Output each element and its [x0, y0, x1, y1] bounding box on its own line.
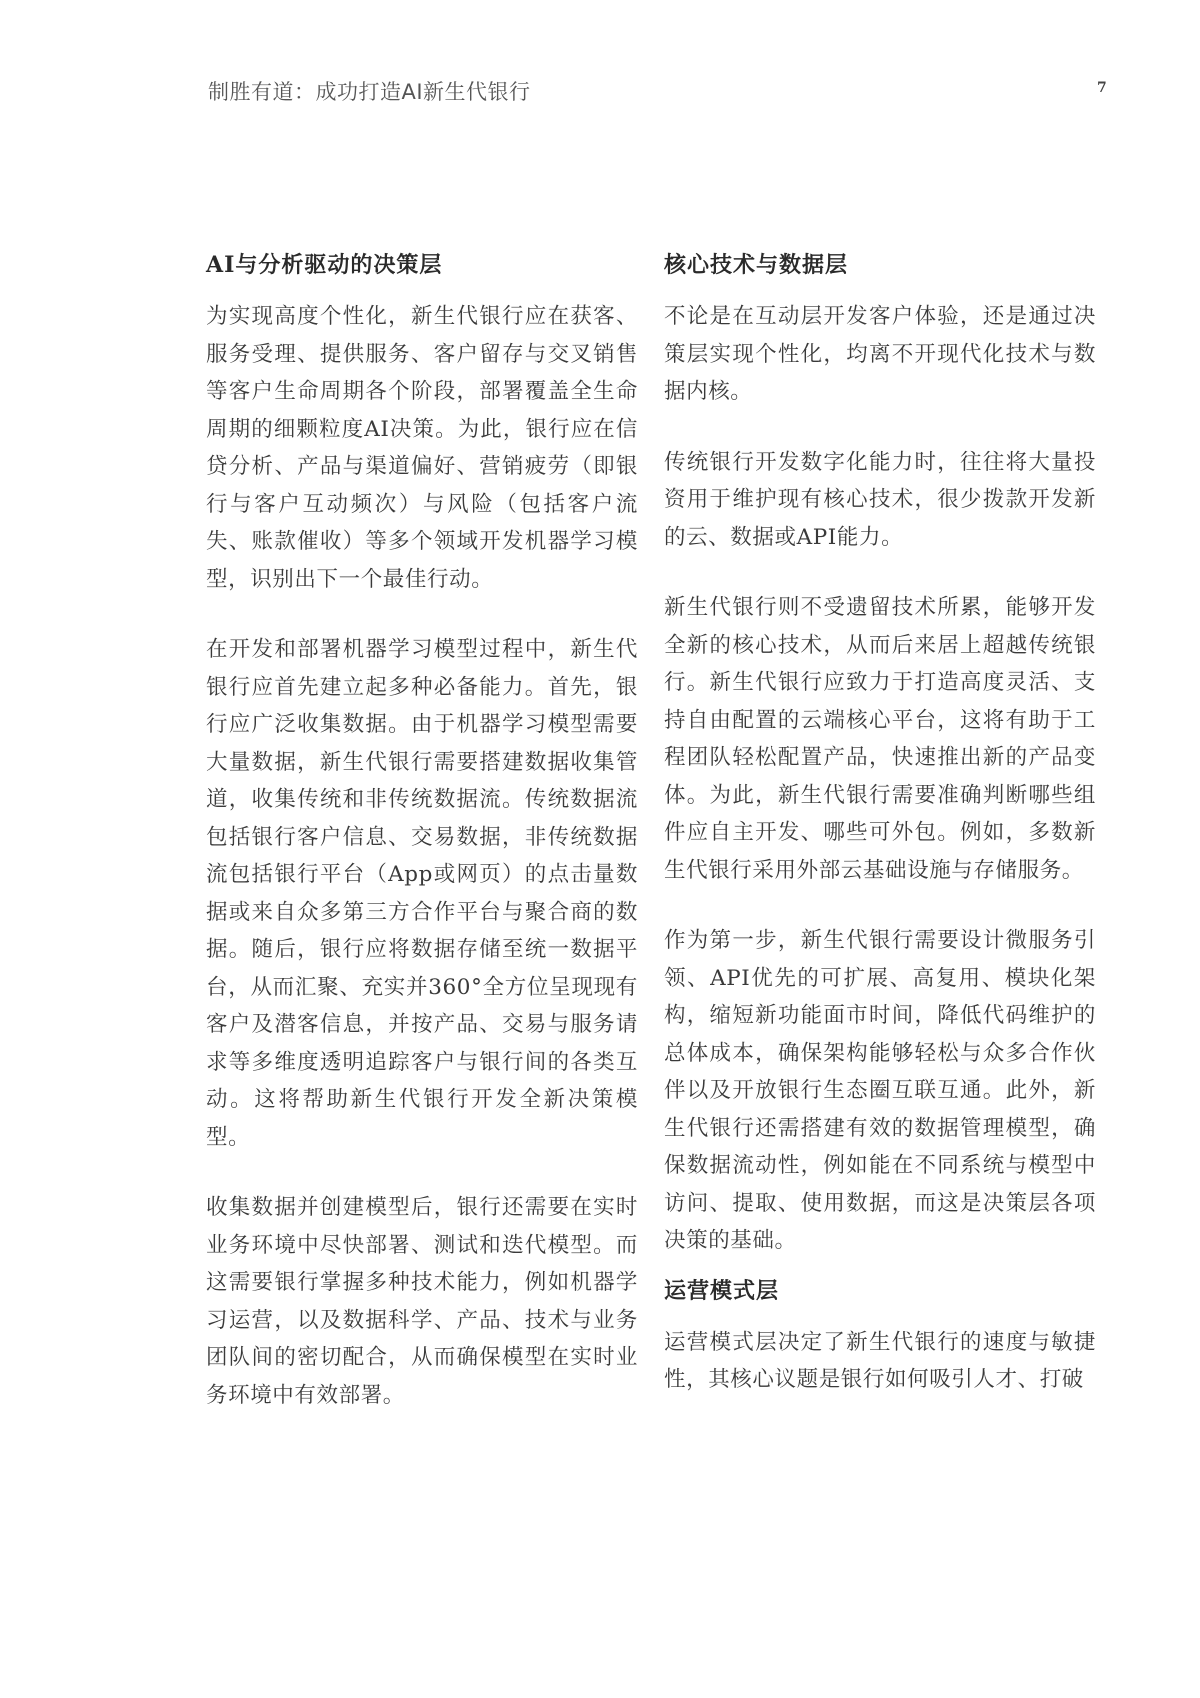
running-head: 制胜有道：成功打造AI新生代银行	[208, 80, 531, 104]
paragraph: 运营模式层决定了新生代银行的速度与敏捷性，其核心议题是银行如何吸引人才、打破	[664, 1329, 1096, 1392]
paragraph: 收集数据并创建模型后，银行还需要在实时业务环境中尽快部署、测试和迭代模型。而这需要银行掌握多种技术能力，例如机器学习运营，以及数据科学、产品、技术与业务团队间的密切配合，从而确保模型在实时业务环境中有效部署。	[206, 1195, 638, 1408]
section-heading-decision-layer: AI与分析驱动的决策层	[206, 252, 443, 278]
paragraph: 不论是在互动层开发客户体验，还是通过决策层实现个性化，均离不开现代化技术与数据内核。	[664, 304, 1096, 404]
right-column	[664, 248, 1096, 1432]
paragraph: 传统银行开发数字化能力时，往往将大量投资用于维护现有核心技术，很少拨款开发新的云、数据或API能力。	[664, 449, 1096, 550]
paragraph: 作为第一步，新生代银行需要设计微服务引领、API优先的可扩展、高复用、模块化架构，缩短新功能面市时间，降低代码维护的总体成本，确保架构能够轻松与众多合作伙伴以及开放银行生态圈互联互通。此外，新生代银行还需搭建有效的数据管理模型，确保数据流动性，例如能在不同系统与模型中访问、提取、使用数据，而这是决策层各项决策的基础。	[664, 928, 1096, 1253]
section-heading-operating-model-layer: 运营模式层	[664, 1277, 780, 1304]
paragraph: 新生代银行则不受遗留技术所累，能够开发全新的核心技术，从而后来居上超越传统银行。新生代银行应致力于打造高度灵活、支持自由配置的云端核心平台，这将有助于工程团队轻松配置产品，快速推出新的产品变体。为此，新生代银行需要准确判断哪些组件应自主开发、哪些可外包。例如，多数新生代银行采用外部云基础设施与存储服务。	[664, 595, 1096, 883]
section-heading-core-tech-layer: 核心技术与数据层	[664, 252, 849, 278]
paragraph: 在开发和部署机器学习模型过程中，新生代银行应首先建立起多种必备能力。首先，银行应广泛收集数据。由于机器学习模型需要大量数据，新生代银行需要搭建数据收集管道，收集传统和非传统数据流。传统数据流包括银行客户信息、交易数据，非传统数据流包括银行平台（App或网页）的点击量数据或来自众多第三方合作平台与聚合商的数据。随后，银行应将数据存储至统一数据平台，从而汇聚、充实并360°全方位呈现现有客户及潜客信息，并按产品、交易与服务请求等多维度透明追踪客户与银行间的各类互动。这将帮助新生代银行开发全新决策模型。	[206, 637, 638, 1150]
paragraph: 为实现高度个性化，新生代银行应在获客、服务受理、提供服务、客户留存与交叉销售等客户生命周期各个阶段，部署覆盖全生命周期的细颗粒度AI决策。为此，银行应在信贷分析、产品与渠道偏好、营销疲劳（即银行与客户互动频次）与风险（包括客户流失、账款催收）等多个领域开发机器学习模型，识别出下一个最佳行动。	[206, 304, 638, 592]
page-number: 7	[1097, 80, 1107, 96]
left-column	[206, 248, 638, 1447]
